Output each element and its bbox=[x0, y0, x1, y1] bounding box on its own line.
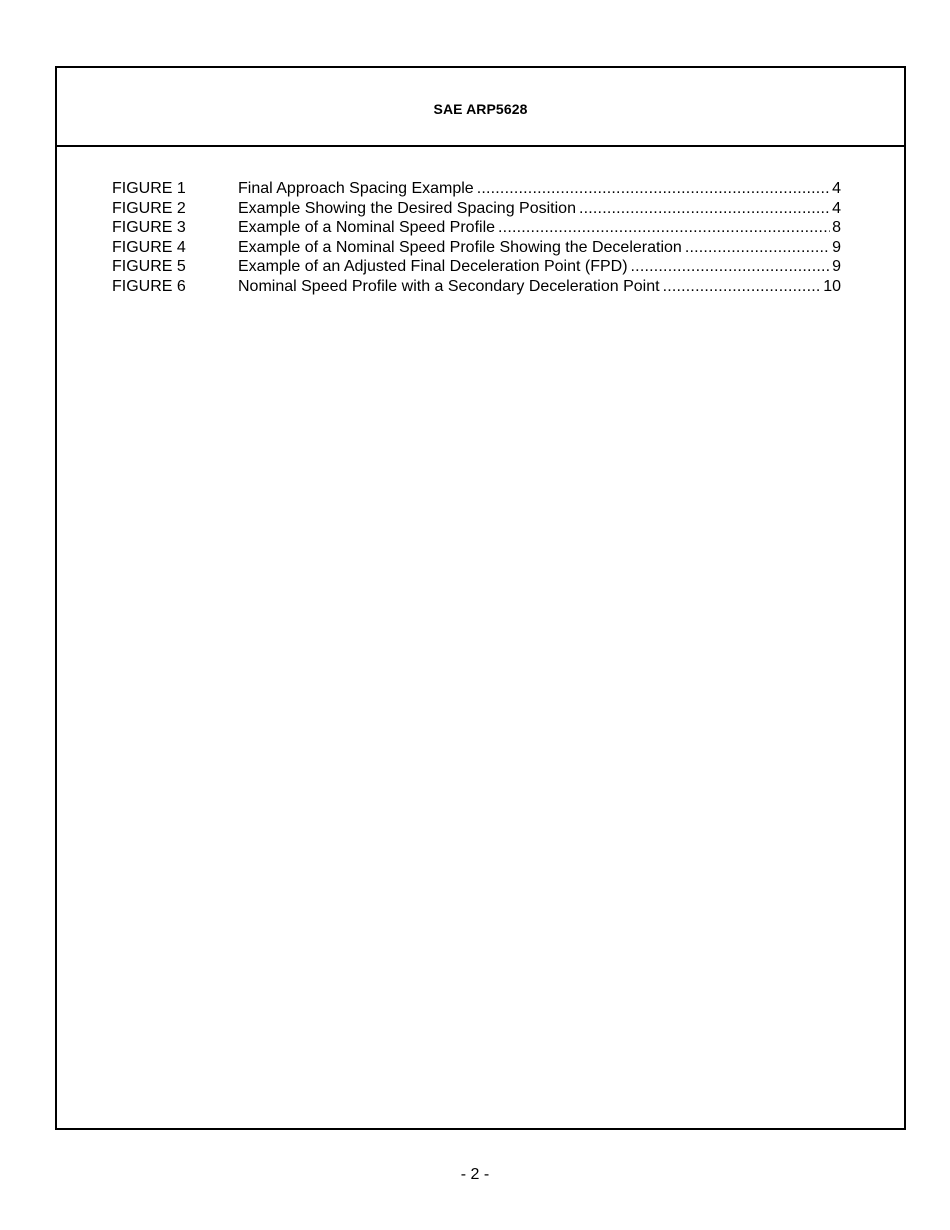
dot-leader bbox=[685, 238, 830, 258]
figure-entry-3[interactable] bbox=[112, 218, 841, 238]
figure-label: FIGURE 4 bbox=[112, 238, 186, 256]
figure-title: Nominal Speed Profile with a Secondary Deceleration Point bbox=[238, 277, 660, 295]
figure-entry-1[interactable] bbox=[112, 179, 841, 199]
dot-leader bbox=[477, 179, 830, 199]
figure-label: FIGURE 5 bbox=[112, 258, 186, 276]
page-number-footer: - 2 - bbox=[460, 1166, 490, 1183]
figure-title: Example of a Nominal Speed Profile Showing the Deceleration bbox=[238, 238, 682, 256]
figure-label: FIGURE 3 bbox=[112, 219, 186, 237]
figure-page-number: 8 bbox=[832, 219, 841, 237]
figure-entry-5[interactable] bbox=[112, 257, 841, 277]
figure-label: FIGURE 1 bbox=[112, 180, 186, 197]
figure-entry-4[interactable] bbox=[112, 238, 841, 258]
dot-leader bbox=[663, 277, 822, 297]
page-header bbox=[57, 68, 904, 147]
list-of-figures bbox=[112, 179, 841, 297]
figure-page-number: 4 bbox=[832, 199, 841, 217]
page-frame bbox=[55, 66, 906, 1130]
figure-label: FIGURE 2 bbox=[112, 199, 186, 217]
figure-title: Example of a Nominal Speed Profile bbox=[238, 219, 496, 237]
figure-page-number: 9 bbox=[832, 238, 841, 256]
figure-page-number: 10 bbox=[823, 277, 841, 295]
figure-label: FIGURE 6 bbox=[112, 277, 186, 295]
figure-title: Example Showing the Desired Spacing Position bbox=[238, 199, 576, 217]
figure-entry-2[interactable] bbox=[112, 199, 841, 219]
figure-page-number: 4 bbox=[832, 180, 841, 197]
figure-title: Final Approach Spacing Example bbox=[238, 180, 474, 197]
document-id: SAE ARP5628 bbox=[433, 100, 528, 117]
dot-leader bbox=[631, 257, 831, 277]
figure-title: Example of an Adjusted Final Deceleration Point (FPD) bbox=[238, 258, 628, 276]
dot-leader bbox=[498, 218, 830, 238]
figure-page-number: 9 bbox=[832, 258, 841, 276]
dot-leader bbox=[579, 199, 830, 219]
figure-entry-6[interactable] bbox=[112, 277, 841, 297]
